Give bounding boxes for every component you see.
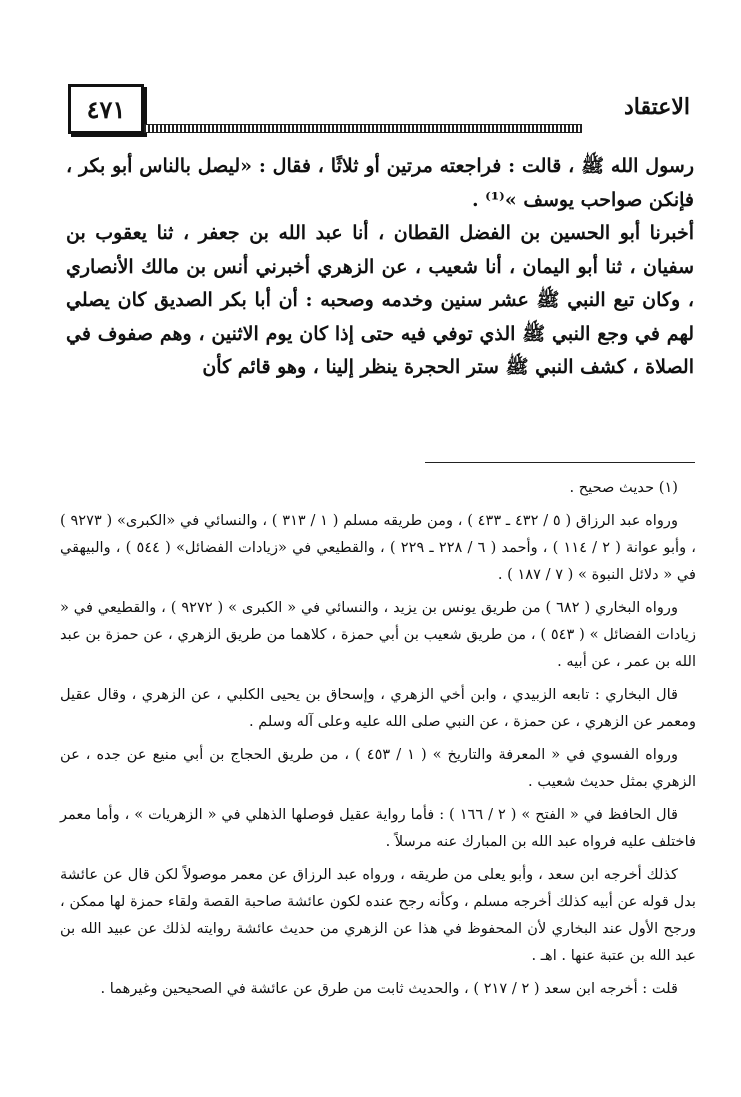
footnote-separator [425, 462, 695, 463]
page-header [68, 84, 690, 134]
paragraph: رسول الله ﷺ ، قالت : فراجعته مرتين أو ثلاثًا ، فقال : «ليصل بالناس أبو بكر ، فإنكن صواحب يوسف »⁽¹⁾ . [66, 155, 694, 211]
footnote: قال البخاري : تابعه الزبيدي ، وابن أخي الزهري ، وإسحاق بن يحيى الكلبي ، عن الزهري ، وقال عقيل ومعمر عن الزهري ، عن حمزة ، عن النبي صلى الله عليه وعلى آله وسلم . [60, 686, 696, 730]
footnote: قال الحافظ في « الفتح » ( ٢ / ١٦٦ ) : فأما رواية عقيل فوصلها الذهلي في « الزهريات » ، وأما معمر فاختلف عليه فرواه عبد الله بن المبارك عنه مرسلاً . [60, 806, 696, 850]
main-text [66, 150, 694, 385]
footnote: ورواه البخاري ( ٦٨٢ ) من طريق يونس بن يزيد ، والنسائي في « الكبرى » ( ٩٢٧٢ ) ، والقطيعي في « زيادات الفضائل » ( ٥٤٣ ) ، من طريق شعيب بن أبي حمزة ، كلاهما من طريق الزهري ، عن حمزة بن عبد الله بن عمر ، عن أبيه . [60, 599, 696, 670]
footnote: ورواه الفسوي في « المعرفة والتاريخ » ( ١ / ٤٥٣ ) ، من طريق الحجاج بن أبي منيع عن جده ، عن الزهري بمثل حديث شعيب . [60, 746, 696, 790]
running-title: الاعتقاد [623, 94, 690, 120]
footnote: (١) حديث صحيح . [569, 479, 678, 496]
footnotes [60, 474, 696, 1008]
footnote: ورواه عبد الرزاق ( ٥ / ٤٣٢ ـ ٤٣٣ ) ، ومن طريقه مسلم ( ١ / ٣١٣ ) ، والنسائي في «الكبرى» ( ٩٢٧٣ ) ، وأبو عوانة ( ٢ / ١١٤ ) ، وأحمد ( ٦ / ٢٢٨ ـ ٢٢٩ ) ، والقطيعي في «زيادات الفضائل» ( ٥٤٤ ) ، والبيهقي في « دلائل النبوة » ( ٧ / ١٨٧ ) . [60, 512, 696, 583]
paragraph: أخبرنا أبو الحسين بن الفضل القطان ، أنا عبد الله بن جعفر ، ثنا يعقوب بن سفيان ، ثنا أبو اليمان ، أنا شعيب ، عن الزهري أخبرني أنس بن مالك الأنصاري ، وكان تبع النبي ﷺ عشر سنين وخدمه وصحبه : أن أبا بكر الصديق كان يصلي لهم في وجع النبي ﷺ الذي توفي فيه حتى إذا كان يوم الاثنين ، وهم صفوف في الصلاة ، كشف النبي ﷺ ستر الحجرة ينظر إلينا ، وهو قائم كأن [66, 222, 694, 378]
footnote: قلت : أخرجه ابن سعد ( ٢ / ٢١٧ ) ، والحديث ثابت من طرق عن عائشة في الصحيحين وغيرهما . [100, 980, 678, 997]
page-number: ٤٧١ [68, 84, 144, 134]
footnote: كذلك أخرجه ابن سعد ، وأبو يعلى من طريقه ، ورواه عبد الرزاق عن معمر موصولاً لكن قال عن عائشة بدل قوله عن أبيه كذلك أخرجه مسلم ، وكأنه رجح عنده لكون عائشة صاحبة القصة ولقاء حمزة لها ممكن ، ورجح الأول عند البخاري لأن المحفوظ في هذا عن الزهري من حديث عائشة روايته لذلك عن عبيد الله بن عبد الله بن عتبة عنها . اهـ . [60, 866, 696, 964]
header-rule [144, 124, 582, 133]
